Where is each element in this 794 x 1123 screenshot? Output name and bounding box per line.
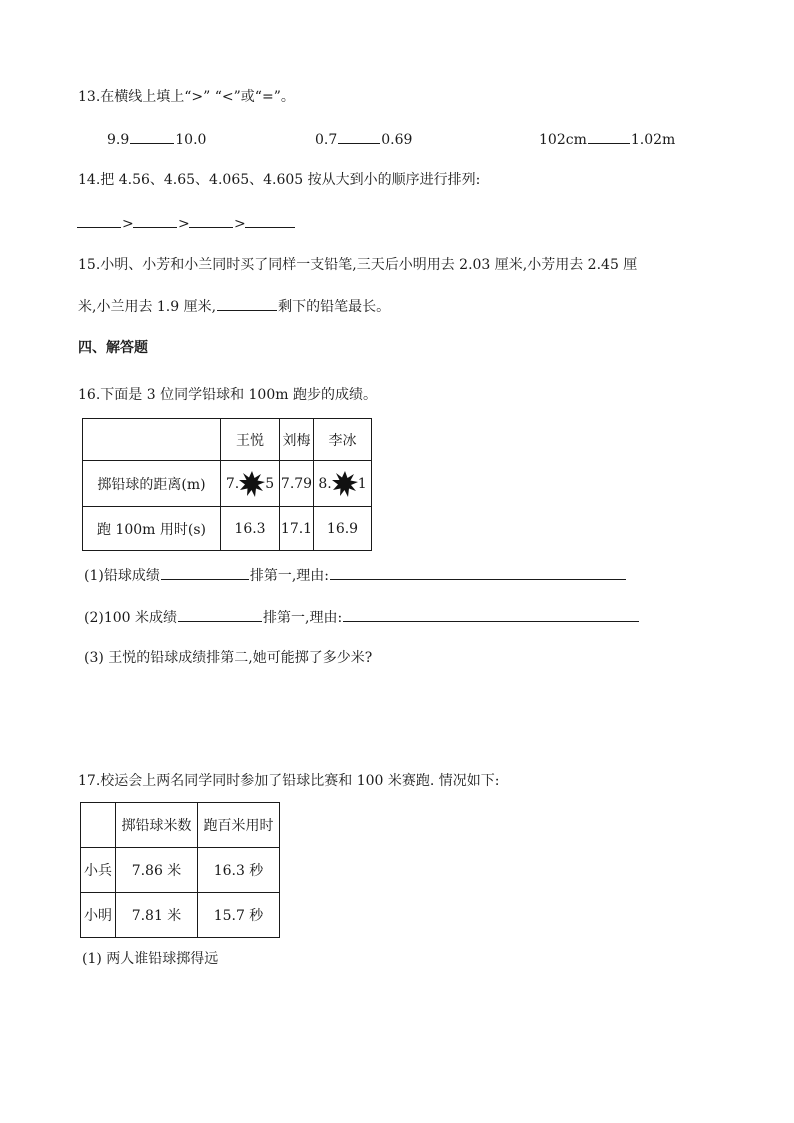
q16-sub-2-start: (2)100 米成绩 — [84, 610, 178, 626]
q14-blank-3[interactable] — [189, 213, 233, 228]
q16-cell-libing-shotput — [314, 461, 372, 507]
q17-row-xiaoming-shotput: 7.81 米 — [116, 893, 198, 938]
q17-sub-1: (1) 两人谁铅球掷得远 — [82, 951, 219, 967]
q16-cell-wangyue-shotput-start: 7. — [225, 475, 240, 492]
q16-sub-1-blank-reason[interactable] — [330, 565, 626, 580]
q16-row-100m-label: 跑 100m 用时(s) — [83, 507, 221, 551]
q16-header-liumei: 刘梅 — [280, 419, 314, 461]
q13-item-3-left: 102cm — [539, 132, 587, 148]
q16-cell-libing-shotput-start: 8. — [318, 475, 332, 492]
table-row — [83, 507, 372, 551]
q16-row-shotput-label: 掷铅球的距离(m) — [83, 461, 221, 507]
q17-row-xiaoming-100m: 15.7 秒 — [198, 893, 280, 938]
q16-sub-2-blank-reason[interactable] — [343, 607, 639, 622]
q13-item-3-blank[interactable] — [588, 129, 630, 144]
q13-item-2-right: 0.69 — [381, 132, 413, 148]
q16-cell-wangyue-shotput — [221, 461, 280, 507]
ink-blot-icon — [332, 471, 358, 497]
q16-sub-1-end: 排第一,理由: — [249, 568, 330, 584]
q14-blank-1[interactable] — [77, 213, 121, 228]
q13-comparisons — [0, 129, 794, 149]
q17-results-table — [80, 802, 280, 938]
q14-blank-2[interactable] — [133, 213, 177, 228]
q16-score-table — [82, 418, 372, 551]
q16-cell-liumei-100m: 17.1 — [280, 507, 314, 551]
q17-row-xiaobing-name: 小兵 — [81, 848, 116, 893]
q16-header-libing: 李冰 — [314, 419, 372, 461]
q15-line-2-end: 剩下的铅笔最长。 — [278, 299, 391, 315]
q13-item-3 — [539, 129, 675, 150]
table-row — [81, 848, 280, 893]
section-4-title: 四、解答题 — [78, 340, 148, 356]
q16-sub-1-start: (1)铅球成绩 — [84, 568, 160, 584]
q16-sub-2-end: 排第一,理由: — [263, 610, 343, 626]
q13-item-1-left: 9.9 — [107, 132, 130, 148]
table-row — [83, 461, 372, 507]
q16-header-empty — [83, 419, 221, 461]
table-row — [81, 893, 280, 938]
q13-item-1 — [107, 129, 206, 150]
q13-item-2-left: 0.7 — [315, 132, 338, 148]
q15-line-2-start: 米,小兰用去 1.9 厘米, — [78, 299, 217, 315]
q17-row-xiaoming-name: 小明 — [81, 893, 116, 938]
q15-line-2 — [78, 296, 390, 317]
q13-item-3-right: 1.02m — [630, 132, 676, 148]
q16-cell-wangyue-100m: 16.3 — [221, 507, 280, 551]
table-row — [83, 419, 372, 461]
q13-item-2 — [315, 129, 412, 150]
q14-gt-1: > — [122, 216, 134, 232]
q13-prompt: 13.在横线上填上“>” “<”或“=”。 — [78, 89, 295, 105]
q17-header-shotput: 掷铅球米数 — [116, 803, 198, 848]
q16-sub-2-blank-student[interactable] — [178, 607, 262, 622]
table-row — [81, 803, 280, 848]
q14-gt-3: > — [234, 216, 246, 232]
q16-sub-1-blank-student[interactable] — [161, 565, 249, 580]
q17-header-100m: 跑百米用时 — [198, 803, 280, 848]
q13-item-1-blank[interactable] — [130, 129, 174, 144]
q13-item-1-right: 10.0 — [175, 132, 207, 148]
q16-cell-liumei-shotput: 7.79 — [280, 461, 314, 507]
q14-blank-4[interactable] — [245, 213, 295, 228]
q17-header-empty — [81, 803, 116, 848]
q16-cell-libing-shotput-end: 1 — [357, 475, 367, 492]
q14-order-blanks — [76, 213, 296, 234]
q14-prompt: 14.把 4.56、4.65、4.065、4.605 按从大到小的顺序进行排列: — [78, 172, 481, 188]
q16-cell-libing-100m: 16.9 — [314, 507, 372, 551]
q13-item-2-blank[interactable] — [338, 129, 380, 144]
q17-row-xiaobing-100m: 16.3 秒 — [198, 848, 280, 893]
q16-sub-3: (3) 王悦的铅球成绩排第二,她可能掷了多少米? — [84, 650, 373, 666]
q17-row-xiaobing-shotput: 7.86 米 — [116, 848, 198, 893]
q14-gt-2: > — [178, 216, 190, 232]
q16-sub-1 — [84, 565, 627, 586]
q15-blank[interactable] — [217, 296, 277, 311]
q15-line-1: 15.小明、小芳和小兰同时买了同样一支铅笔,三天后小明用去 2.03 厘米,小芳用去 2.45 厘 — [78, 257, 638, 273]
ink-blot-icon — [239, 471, 265, 497]
q16-header-wangyue: 王悦 — [221, 419, 280, 461]
q16-sub-2 — [84, 607, 640, 628]
q17-prompt: 17.校运会上两名同学同时参加了铅球比赛和 100 米赛跑. 情况如下: — [78, 773, 500, 789]
q16-prompt: 16.下面是 3 位同学铅球和 100m 跑步的成绩。 — [78, 387, 377, 403]
q16-cell-wangyue-shotput-end: 5 — [265, 475, 275, 492]
